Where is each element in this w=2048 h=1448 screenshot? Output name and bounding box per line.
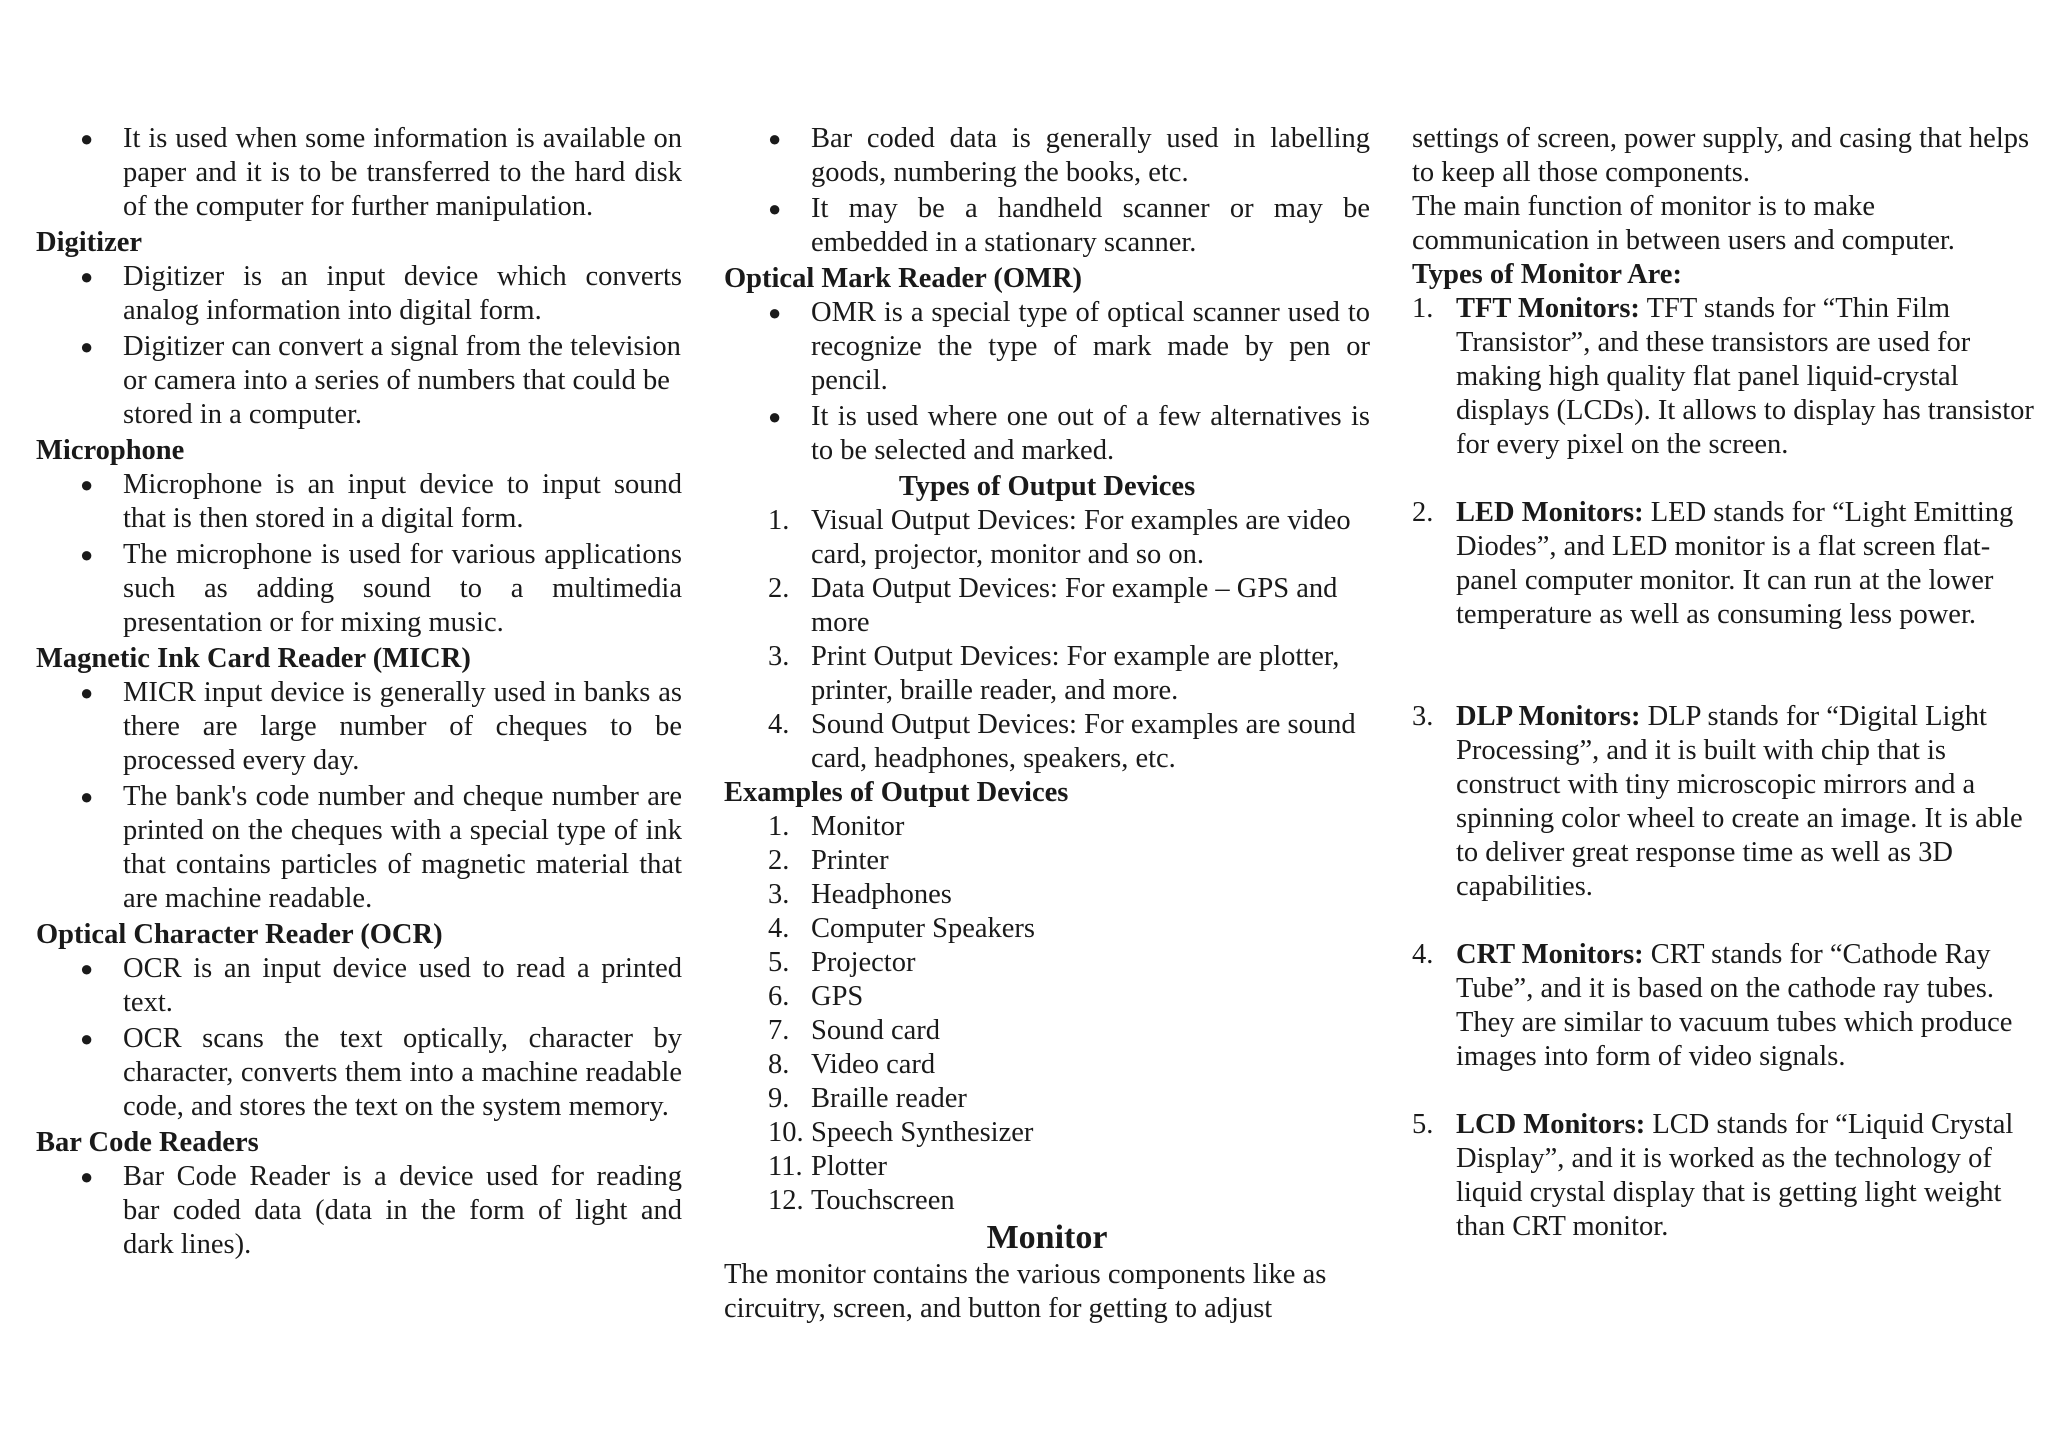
types-monitor-heading: Types of Monitor Are: xyxy=(1412,259,1682,290)
bullet-icon: ● xyxy=(80,334,94,359)
list-item: ● The bank's code number and cheque number are printed on the cheques with a special type of ink that contains particles of magnetic material that are machine readable. xyxy=(80,781,682,914)
microphone-bullet-list xyxy=(36,468,682,640)
bullet-icon: ● xyxy=(80,1026,94,1051)
list-item: 5. LCD Monitors: LCD stands for “Liquid Crystal Display”, and it is worked as the technology of liquid crystal display that is getting light weight than CRT monitor. xyxy=(1412,1109,2014,1242)
list-item: 1. Visual Output Devices: For examples are video card, projector, monitor and so on. xyxy=(768,505,1351,570)
ocr-bullet-list xyxy=(36,952,682,1124)
section-heading-digitizer: Digitizer xyxy=(36,227,143,258)
column-2 xyxy=(724,122,1370,1326)
omr-bullet-list xyxy=(724,296,1370,468)
bullet-icon: ● xyxy=(80,1164,94,1189)
bullet-icon: ● xyxy=(80,264,94,289)
list-item: 5. Projector xyxy=(768,947,916,978)
list-item: 10. Speech Synthesizer xyxy=(768,1117,1034,1148)
list-item: 4. Sound Output Devices: For examples are sound card, headphones, speakers, etc. xyxy=(768,709,1356,774)
list-item: ● Bar coded data is generally used in labelling goods, numbering the books, etc. xyxy=(768,123,1370,188)
monitor-types-list xyxy=(1412,292,2048,1244)
list-item: 1. TFT Monitors: TFT stands for “Thin Film Transistor”, and these transistors are used for making high quality flat panel liquid-crystal displays (LCDs). It allows to display has transistor for every pixel on the screen. xyxy=(1412,293,2034,460)
list-item: 4. Computer Speakers xyxy=(768,913,1035,944)
list-item: 3. Print Output Devices: For example are plotter, printer, braille reader, and more. xyxy=(768,641,1340,706)
list-item: ● Digitizer can convert a signal from the television or camera into a series of numbers that could be stored in a computer. xyxy=(80,331,681,430)
intro-bullet-list xyxy=(36,122,682,224)
list-item: ● It is used where one out of a few alternatives is to be selected and marked. xyxy=(768,401,1370,466)
bullet-icon: ● xyxy=(80,472,94,497)
list-item: ● It may be a handheld scanner or may be embedded in a stationary scanner. xyxy=(768,193,1370,258)
types-output-heading: Types of Output Devices xyxy=(898,471,1196,502)
section-heading-bar-code: Bar Code Readers xyxy=(36,1127,259,1158)
bullet-icon: ● xyxy=(80,956,94,981)
list-item: 4. CRT Monitors: CRT stands for “Cathode Ray Tube”, and it is based on the cathode ray tubes. They are similar to vacuum tubes which produce images into form of video signals. xyxy=(1412,939,2013,1072)
list-item: ● MICR input device is generally used in banks as there are large number of cheques to be processed every day. xyxy=(80,677,682,776)
list-item: 1. Monitor xyxy=(768,811,905,842)
section-heading-microphone: Microphone xyxy=(36,435,185,466)
bullet-icon: ● xyxy=(768,196,782,221)
bullet-icon: ● xyxy=(768,300,782,325)
list-item: ● OMR is a special type of optical scanner used to recognize the type of mark made by pen or pencil. xyxy=(768,297,1370,396)
list-item: 8. Video card xyxy=(768,1049,936,1080)
monitor-heading: Monitor xyxy=(986,1219,1108,1256)
list-item: 2. Data Output Devices: For example – GPS and more xyxy=(768,573,1338,638)
list-item: ● Bar Code Reader is a device used for reading bar coded data (data in the form of light and dark lines). xyxy=(80,1161,682,1260)
section-heading-omr: Optical Mark Reader (OMR) xyxy=(724,263,1083,294)
list-item: 3. DLP Monitors: DLP stands for “Digital Light Processing”, and it is built with chip that is construct with tiny microscopic mirrors and a spinning color wheel to create an image. It is able to deliver great response time as well as 3D capabilities. xyxy=(1412,701,2023,902)
section-heading-micr: Magnetic Ink Card Reader (MICR) xyxy=(36,643,471,674)
bullet-icon: ● xyxy=(768,404,782,429)
bullet-icon: ● xyxy=(80,126,94,151)
list-item: ● It is used when some information is available on paper and it is to be transferred to the hard disk of the computer for further manipulation. xyxy=(80,123,682,222)
column-1 xyxy=(36,122,682,1264)
list-item: 6. GPS xyxy=(768,981,864,1012)
bar-code-bullet-list xyxy=(36,1160,682,1262)
monitor-intro-text: The monitor contains the various components like as circuitry, screen, and button for getting to adjust xyxy=(724,1259,1327,1324)
monitor-continued-text: settings of screen, power supply, and casing that helps to keep all those components. xyxy=(1412,123,2030,188)
examples-output-heading: Examples of Output Devices xyxy=(724,777,1069,808)
list-item: 9. Braille reader xyxy=(768,1083,967,1114)
monitor-main-function-text: The main function of monitor is to make communication in between users and computer. xyxy=(1412,191,1955,256)
bullet-icon: ● xyxy=(80,784,94,809)
list-item: ● The microphone is used for various applications such as adding sound to a multimedia presentation or for mixing music. xyxy=(80,539,682,638)
list-item: 11. Plotter xyxy=(768,1151,887,1182)
section-heading-ocr: Optical Character Reader (OCR) xyxy=(36,919,443,950)
list-item: 2. Printer xyxy=(768,845,889,876)
micr-bullet-list xyxy=(36,676,682,916)
list-item: ● OCR is an input device used to read a printed text. xyxy=(80,953,682,1018)
bullet-icon: ● xyxy=(80,542,94,567)
list-item: ● OCR scans the text optically, character by character, converts them into a machine readable code, and stores the text on the system memory. xyxy=(80,1023,682,1122)
digitizer-bullet-list xyxy=(36,260,682,432)
list-item: ● Microphone is an input device to input sound that is then stored in a digital form. xyxy=(80,469,682,534)
examples-output-list xyxy=(724,810,1370,1218)
types-output-list xyxy=(724,504,1370,776)
list-item: 7. Sound card xyxy=(768,1015,941,1046)
list-item: 12. Touchscreen xyxy=(768,1185,955,1216)
bullet-icon: ● xyxy=(80,680,94,705)
list-item: 3. Headphones xyxy=(768,879,952,910)
column-3 xyxy=(1412,122,2048,1244)
list-item: ● Digitizer is an input device which converts analog information into digital form. xyxy=(80,261,682,326)
list-item: 2. LED Monitors: LED stands for “Light Emitting Diodes”, and LED monitor is a flat screen flat-panel computer monitor. It can run at the lower temperature as well as consuming less power. xyxy=(1412,497,2014,630)
bar-code-continued-list xyxy=(724,122,1370,260)
bullet-icon: ● xyxy=(768,126,782,151)
